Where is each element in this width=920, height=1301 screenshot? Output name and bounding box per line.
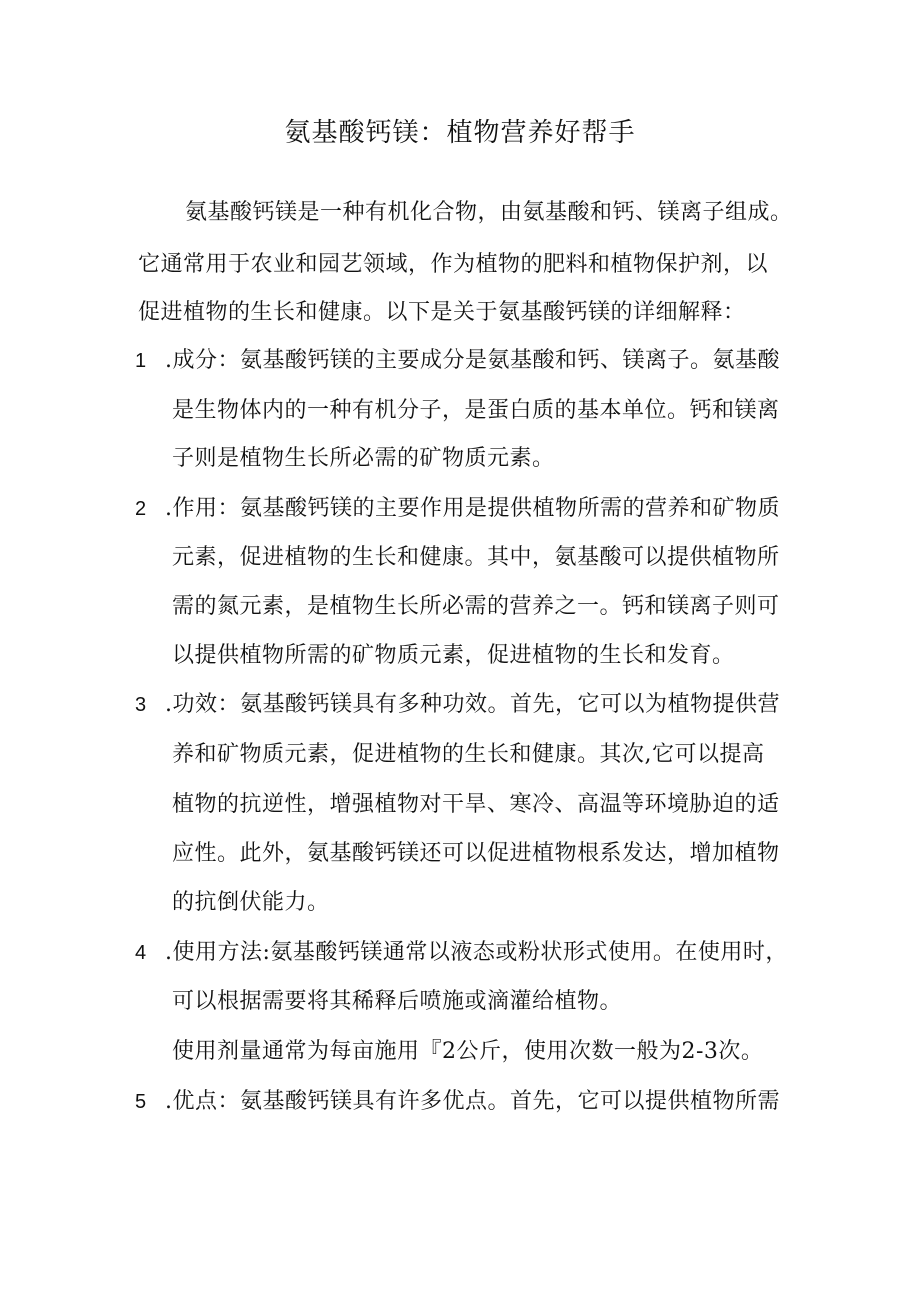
list-item-line: 植物的抗逆性，增强植物对干旱、寒冷、高温等环境胁迫的适 [172, 792, 780, 817]
list-item-first-line [135, 494, 780, 524]
list-item-first-line [135, 690, 780, 720]
intro-line: 促进植物的生长和健康。以下是关于氨基酸钙镁的详细解释： [138, 300, 746, 325]
list-item-text: .成分：氨基酸钙镁的主要成分是氨基酸和钙、镁离子。氨基酸 [165, 348, 780, 373]
list-item-text: .功效：氨基酸钙镁具有多种功效。首先，它可以为植物提供营 [165, 692, 780, 717]
list-item-line: 可以根据需要将其稀释后喷施或滴灌给植物。 [172, 989, 623, 1014]
list-item-line: 是生物体内的一种有机分子，是蛋白质的基本单位。钙和镁离 [172, 398, 780, 423]
list-item-line: 以提供植物所需的矿物质元素，促进植物的生长和发育。 [172, 643, 735, 668]
list-item-first-line [135, 346, 780, 376]
list-item-line: 养和矿物质元素，促进植物的生长和健康。其次,它可以提高 [172, 742, 765, 767]
document-title: 氨基酸钙镁：植物营养好帮手 [284, 118, 636, 148]
list-item-text: .作用：氨基酸钙镁的主要作用是提供植物所需的营养和矿物质 [165, 496, 780, 521]
list-item-first-line [135, 938, 788, 968]
list-item-text: .优点：氨基酸钙镁具有许多优点。首先，它可以提供植物所需 [165, 1089, 780, 1114]
list-item-line: 需的氮元素，是植物生长所必需的营养之一。钙和镁离子则可 [172, 594, 780, 619]
list-item-text: .使用方法:氨基酸钙镁通常以液态或粉状形式使用。在使用时， [165, 940, 788, 965]
list-item-number: 4 [135, 942, 147, 964]
list-item-line: 应性。此外，氨基酸钙镁还可以促进植物根系发达，增加植物 [172, 841, 780, 866]
intro-line: 氨基酸钙镁是一种有机化合物，由氨基酸和钙、镁离子组成。 [185, 200, 793, 225]
list-item-number: 5 [135, 1091, 147, 1113]
list-item-number: 2 [135, 498, 147, 520]
list-item-line: 的抗倒伏能力。 [172, 890, 330, 915]
list-item-number: 1 [135, 350, 147, 372]
intro-line: 它通常用于农业和园艺领域，作为植物的肥料和植物保护剂，以 [138, 252, 769, 277]
list-item-line: 子则是植物生长所必需的矿物质元素。 [172, 446, 555, 471]
list-item-first-line [135, 1087, 780, 1117]
list-item-line: 使用剂量通常为每亩施用『2公斤，使用次数一般为2-3次。 [172, 1039, 764, 1064]
list-item-number: 3 [135, 694, 147, 716]
list-item-line: 元素，促进植物的生长和健康。其中，氨基酸可以提供植物所 [172, 545, 780, 570]
